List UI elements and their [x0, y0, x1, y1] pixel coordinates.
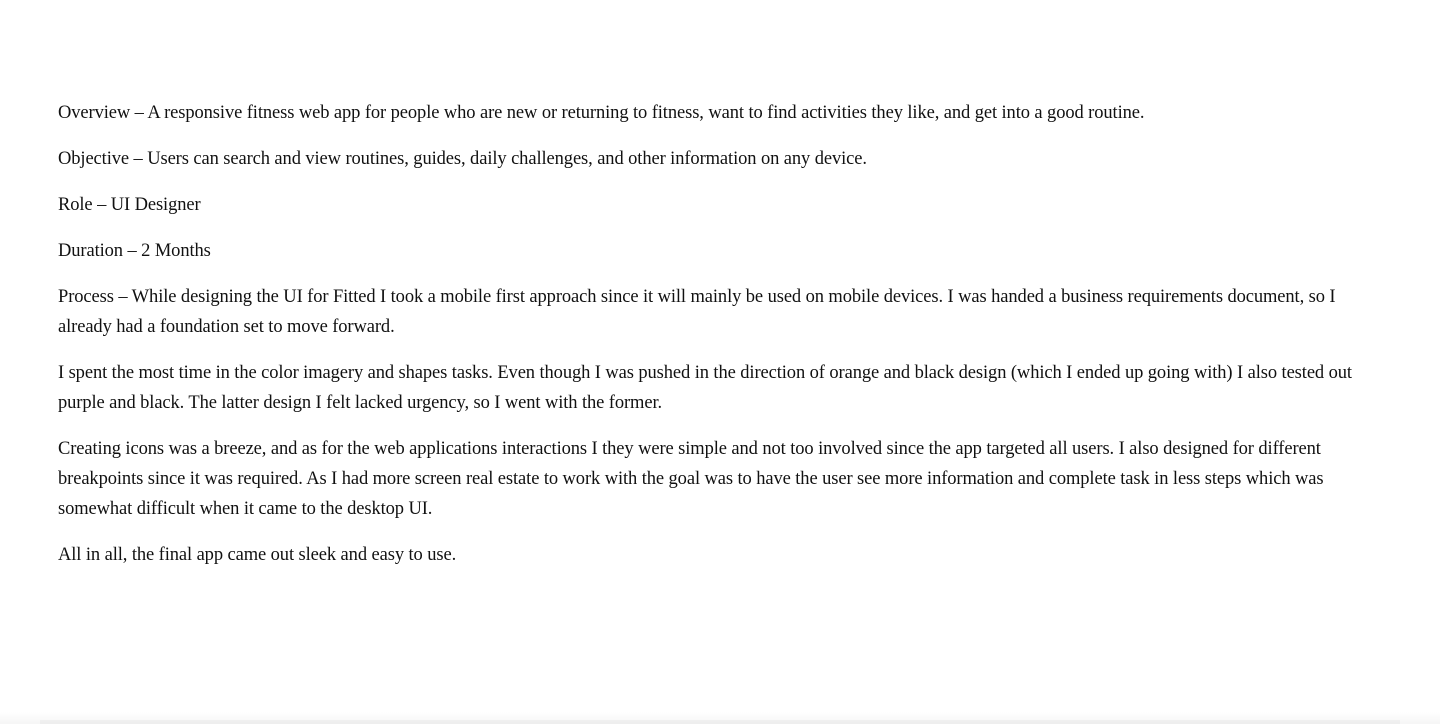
- case-study-text: [58, 98, 1378, 586]
- icons-paragraph: Creating icons was a breeze, and as for the web applications interactions I they were simple and not too involved since the app targeted all users. I also designed for different breakpoints since it was required. As I had more screen real estate to work with the goal was to have the user see more information and complete task in less steps which was somewhat difficult when it came to the desktop UI.: [58, 439, 1324, 519]
- conclusion-paragraph: All in all, the final app came out sleek and easy to use.: [58, 545, 457, 565]
- objective-paragraph: Objective – Users can search and view routines, guides, daily challenges, and other information on any device.: [58, 149, 867, 169]
- process-paragraph: Process – While designing the UI for Fitted I took a mobile first approach since it will mainly be used on mobile devices. I was handed a business requirements document, so I already had a foundation set to move forward.: [58, 287, 1336, 337]
- role-paragraph: Role – UI Designer: [58, 195, 201, 215]
- color-paragraph: I spent the most time in the color imagery and shapes tasks. Even though I was pushed in the direction of orange and black design (which I ended up going with) I also tested out purple and black. The latter design I felt lacked urgency, so I went with the former.: [58, 363, 1352, 413]
- overview-paragraph: Overview – A responsive fitness web app for people who are new or returning to fitness, want to find activities they like, and get into a good routine.: [58, 103, 1145, 123]
- bottom-section-shadow: [0, 712, 1440, 724]
- duration-paragraph: Duration – 2 Months: [58, 241, 211, 261]
